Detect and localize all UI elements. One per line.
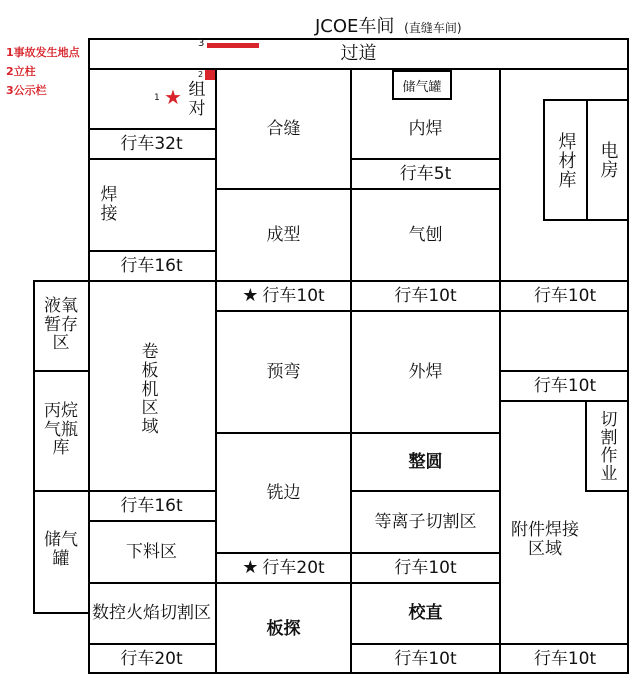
rounding-label: 整圆: [408, 451, 443, 472]
room-power-room: [586, 99, 629, 221]
plate-inspection-label: 板探: [266, 618, 301, 639]
legend-item-1: 1事故发生地点: [6, 46, 80, 59]
star-icon: ★: [242, 285, 259, 307]
outer-welding-label: 外焊: [408, 361, 443, 382]
cnc-flame-cutting-label: [92, 586, 211, 640]
column-pillar: [205, 70, 215, 80]
diagram-title: [315, 12, 462, 38]
accessory-welding-area-label: [503, 505, 587, 575]
crane-10t-d: 行车10t: [533, 375, 597, 396]
inner-welding-label: 内焊: [408, 118, 443, 139]
gas-tank-left-text: 储气罐: [44, 530, 78, 569]
notice-board: [207, 43, 259, 48]
air-gouging-label: 气刨: [408, 224, 443, 245]
coil-machine-area-label: [135, 320, 165, 460]
gas-tank-left-label: [36, 500, 86, 600]
plasma-cutting-label: 等离子切割区: [374, 511, 477, 532]
room-welding-material-store: [543, 99, 588, 221]
cnc-flame-text: 数控火焰切割区: [92, 602, 211, 623]
liquid-oxygen-area-label: [36, 285, 86, 365]
crane-20t-mid-text: 行车20t: [262, 557, 325, 578]
crane-32t: 行车32t: [120, 133, 183, 154]
crane-10t-b: 行车10t: [394, 285, 457, 306]
welding-label: [98, 175, 120, 235]
straightening-label: 校直: [408, 603, 443, 624]
crane-20t-mid: [217, 554, 350, 582]
propane-cylinder-store-label: [36, 375, 86, 485]
crane-5t: 行车5t: [399, 163, 452, 184]
crane-10t-c: 行车10t: [533, 285, 597, 306]
gas-tank-top-label: 储气罐: [402, 79, 442, 95]
liquid-oxygen-text: 液氧暂存区: [44, 295, 78, 354]
crane-16t-a: 行车16t: [120, 255, 183, 276]
assembly-label: [184, 76, 210, 124]
cutting-operation-label: 切割作业: [596, 410, 617, 482]
crane-16t-b: 行车16t: [120, 495, 183, 516]
aisle-label: 过道: [340, 43, 377, 65]
crane-10t-f: 行车10t: [394, 648, 457, 669]
accident-marker-number: 1: [154, 93, 160, 103]
accessory-welding-text: 附件焊接区域: [511, 520, 579, 559]
accident-star-icon: ★: [164, 85, 182, 109]
forming-label: 成型: [266, 224, 301, 245]
seam-closing-label: 合缝: [266, 118, 301, 139]
legend-item-2: 2立柱: [6, 65, 36, 78]
crane-10t-a-text: 行车10t: [262, 285, 325, 306]
column-marker: 2: [198, 70, 204, 79]
title-text: JCOE车间: [315, 16, 395, 37]
crane-20t-bottom: 行车20t: [120, 648, 183, 669]
edge-milling-label: 铣边: [266, 482, 301, 503]
blanking-area-label: 下料区: [126, 541, 177, 562]
legend-item-3: 3公示栏: [6, 84, 47, 97]
propane-text: 丙烷气瓶库: [44, 400, 78, 459]
crane-10t-g: 行车10t: [533, 648, 597, 669]
crane-10t-e: 行车10t: [394, 557, 457, 578]
pre-bending-label: 预弯: [266, 361, 301, 382]
power-room-label: 电房: [597, 141, 619, 179]
room-cutting-operation: [585, 400, 629, 492]
welding-text: 焊接: [100, 185, 118, 224]
subtitle-text: (直缝车间): [404, 21, 462, 35]
assembly-text: 组对: [188, 80, 206, 119]
welding-material-store-label: 焊材库: [555, 131, 577, 189]
crane-10t-a: [217, 282, 350, 310]
room-gas-tank-top: [392, 70, 452, 100]
coil-machine-text: 卷板机区域: [141, 342, 159, 438]
notice-board-marker: 3: [198, 38, 205, 49]
star-icon: ★: [242, 557, 259, 579]
